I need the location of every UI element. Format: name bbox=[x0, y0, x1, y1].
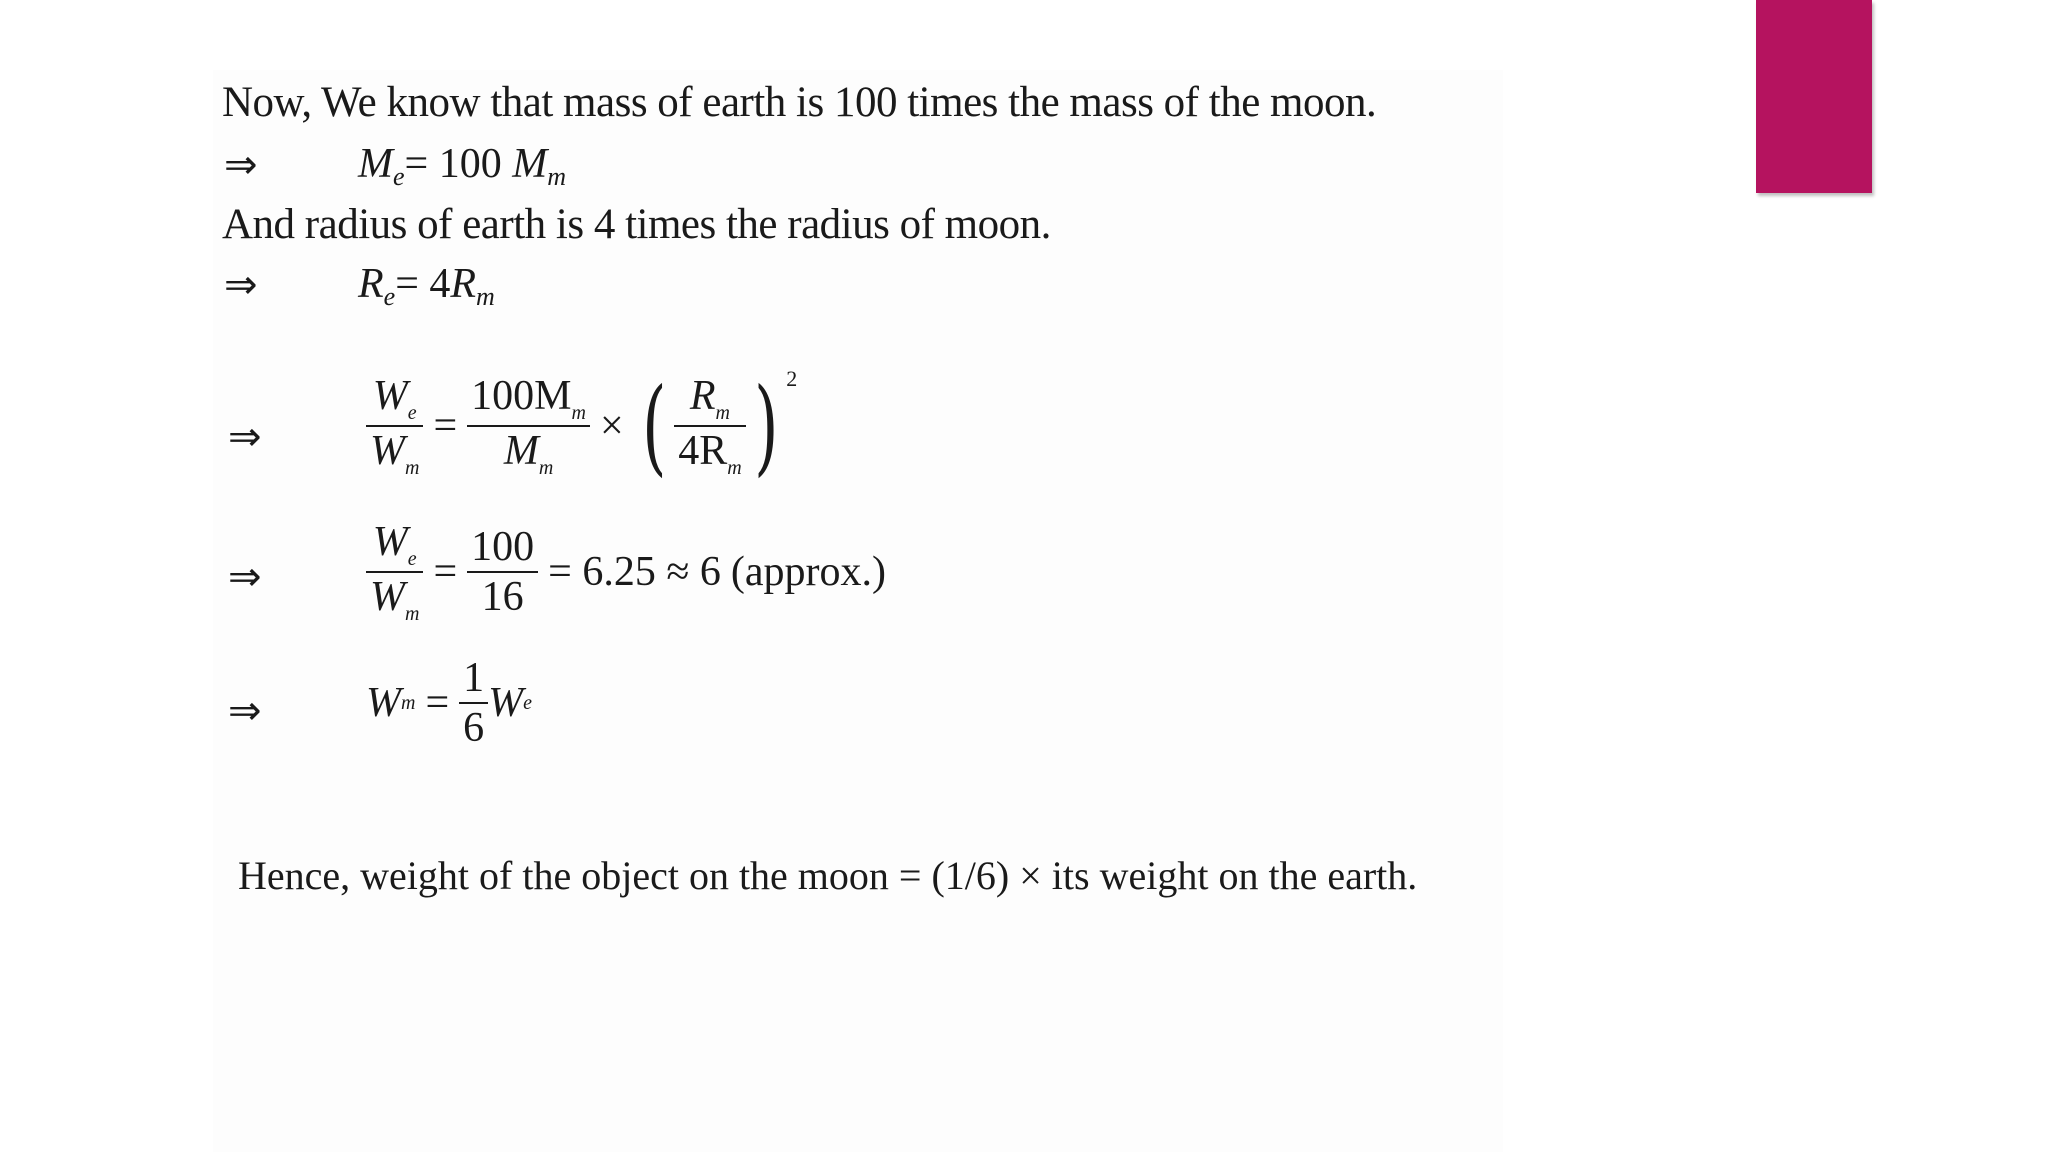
radius-moon-subscript: m bbox=[476, 282, 495, 311]
weight-moon-subscript-2: m bbox=[405, 603, 420, 625]
radius-denominator-subscript: m bbox=[727, 457, 742, 479]
mass-moon-subscript: m bbox=[547, 162, 567, 191]
equals-sign: = bbox=[433, 403, 458, 449]
accent-bar bbox=[1756, 0, 1872, 193]
left-paren: ( bbox=[641, 365, 667, 487]
equals-100: = 100 bbox=[404, 141, 502, 187]
mass-numerator-subscript: m bbox=[571, 402, 586, 424]
radius-numerator-subscript: m bbox=[715, 402, 730, 424]
weight-moon-symbol-2: W bbox=[370, 574, 405, 620]
equation-weight-ratio bbox=[366, 365, 798, 487]
implies-arrow-2: ⇒ bbox=[224, 262, 258, 308]
mass-moon-symbol: M bbox=[512, 141, 548, 187]
implies-arrow-5: ⇒ bbox=[228, 688, 262, 734]
weight-earth-symbol: W bbox=[372, 373, 408, 419]
weight-earth-symbol-2: W bbox=[372, 519, 408, 565]
fraction-mass-ratio bbox=[467, 372, 590, 480]
radius-moon-symbol: R bbox=[450, 261, 477, 307]
mass-numerator: 100M bbox=[471, 373, 572, 419]
equation-weight-value bbox=[366, 518, 886, 626]
implies-arrow-1: ⇒ bbox=[224, 142, 258, 188]
radius-earth-subscript: e bbox=[383, 282, 396, 311]
mass-denominator-subscript: m bbox=[538, 457, 554, 479]
fraction-100-16 bbox=[467, 523, 538, 621]
equation-radius bbox=[358, 260, 495, 312]
equation-mass bbox=[358, 140, 566, 192]
weight-earth-subscript-2: e bbox=[407, 548, 417, 570]
weight-moon-lhs-subscript: m bbox=[401, 691, 416, 714]
weight-moon-lhs: W bbox=[366, 680, 401, 726]
weight-moon-symbol: W bbox=[370, 428, 405, 474]
weight-moon-subscript: m bbox=[405, 457, 420, 479]
mass-denominator: M bbox=[503, 428, 539, 474]
statement-mass: Now, We know that mass of earth is 100 times the mass of the moon. bbox=[222, 79, 1377, 126]
fraction-radius-ratio bbox=[674, 372, 745, 480]
equals-sign-2: = bbox=[433, 549, 458, 595]
weight-earth-rhs-subscript: e bbox=[523, 691, 533, 714]
radius-earth-symbol: R bbox=[358, 261, 384, 307]
equation-moon-weight bbox=[366, 654, 532, 752]
weight-earth-rhs: W bbox=[488, 680, 524, 726]
approx-label: (approx.) bbox=[730, 549, 886, 595]
mass-earth-subscript: e bbox=[393, 162, 405, 191]
fraction-weight-ratio-2 bbox=[366, 518, 423, 626]
mass-earth-symbol: M bbox=[358, 141, 393, 187]
implies-arrow-4: ⇒ bbox=[228, 554, 262, 600]
exponent-two: 2 bbox=[786, 366, 798, 391]
equals-4: = 4 bbox=[395, 261, 451, 307]
fraction-weight-ratio bbox=[366, 372, 423, 480]
fraction-one-sixth bbox=[459, 654, 488, 752]
radius-numerator: R bbox=[689, 373, 716, 419]
implies-arrow-3: ⇒ bbox=[228, 414, 262, 460]
conclusion-text: Hence, weight of the object on the moon = (1/6) × its weight on the earth. bbox=[238, 853, 1418, 898]
statement-radius: And radius of earth is 4 times the radius of moon. bbox=[222, 201, 1051, 248]
times-sign: × bbox=[599, 403, 624, 449]
numerator-1: 1 bbox=[459, 654, 488, 704]
equals-sign-3: = bbox=[425, 680, 450, 726]
denominator-6: 6 bbox=[463, 705, 485, 751]
result-value: = 6.25 ≈ 6 bbox=[548, 549, 721, 595]
weight-earth-subscript: e bbox=[407, 402, 417, 424]
radius-denominator: 4R bbox=[678, 428, 728, 474]
denominator-16: 16 bbox=[481, 574, 524, 620]
numerator-100: 100 bbox=[467, 523, 538, 573]
right-paren: ) bbox=[753, 365, 779, 487]
